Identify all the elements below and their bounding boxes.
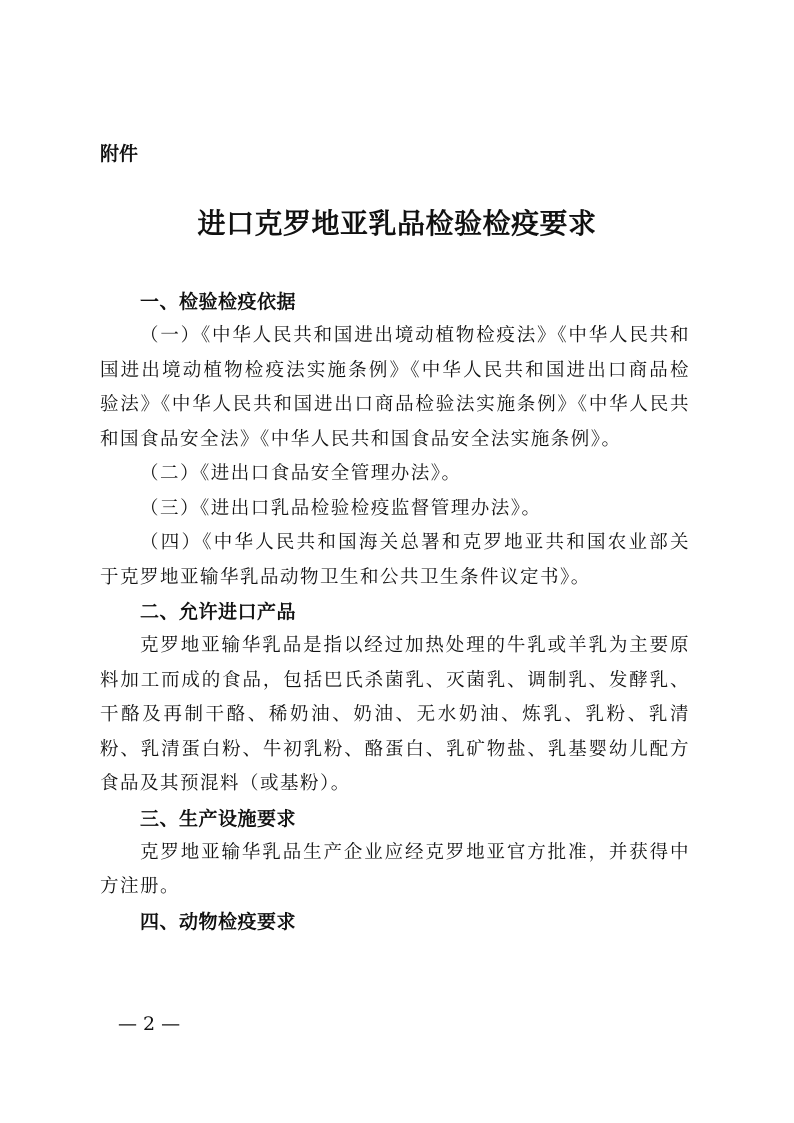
document-title: 进口克罗地亚乳品检验检疫要求 xyxy=(197,207,597,240)
paragraph: （二）《进出口食品安全管理办法》。 xyxy=(140,463,462,484)
page-number: — 2 — xyxy=(118,1013,181,1035)
section-heading: 二、允许进口产品 xyxy=(140,601,297,623)
section-heading: 四、动物检疫要求 xyxy=(140,910,297,933)
section-heading: 三、生产设施要求 xyxy=(140,807,297,830)
paragraph: 克罗地亚输华乳品生产企业应经克罗地亚官方批准，并获得中方注册。 xyxy=(100,841,690,897)
document-body xyxy=(100,285,690,939)
section-heading: 一、检验检疫依据 xyxy=(140,291,297,313)
paragraph: （一）《中华人民共和国进出境动植物检疫法》《中华人民共和国进出境动植物检疫法实施条例》《中华人民共和国进出口商品检验法》《中华人民共和国进出口商品检验法实施条例》《中华人民共和国食品安全法》《中华人民共和国食品安全法实施条例》。 xyxy=(100,325,690,450)
attachment-label: 附件 xyxy=(100,143,139,165)
paragraph: （三）《进出口乳品检验检疫监督管理办法》。 xyxy=(140,497,542,519)
paragraph: （四）《中华人民共和国海关总署和克罗地亚共和国农业部关于克罗地亚输华乳品动物卫生和公共卫生条件议定书》。 xyxy=(100,532,690,588)
paragraph: 克罗地亚输华乳品是指以经过加热处理的牛乳或羊乳为主要原料加工而成的食品，包括巴氏杀菌乳、灭菌乳、调制乳、发酵乳、干酪及再制干酪、稀奶油、奶油、无水奶油、炼乳、乳粉、乳清粉、乳清蛋白粉、牛初乳粉、酪蛋白、乳矿物盐、乳基婴幼儿配方食品及其预混料（或基粉）。 xyxy=(100,635,690,794)
